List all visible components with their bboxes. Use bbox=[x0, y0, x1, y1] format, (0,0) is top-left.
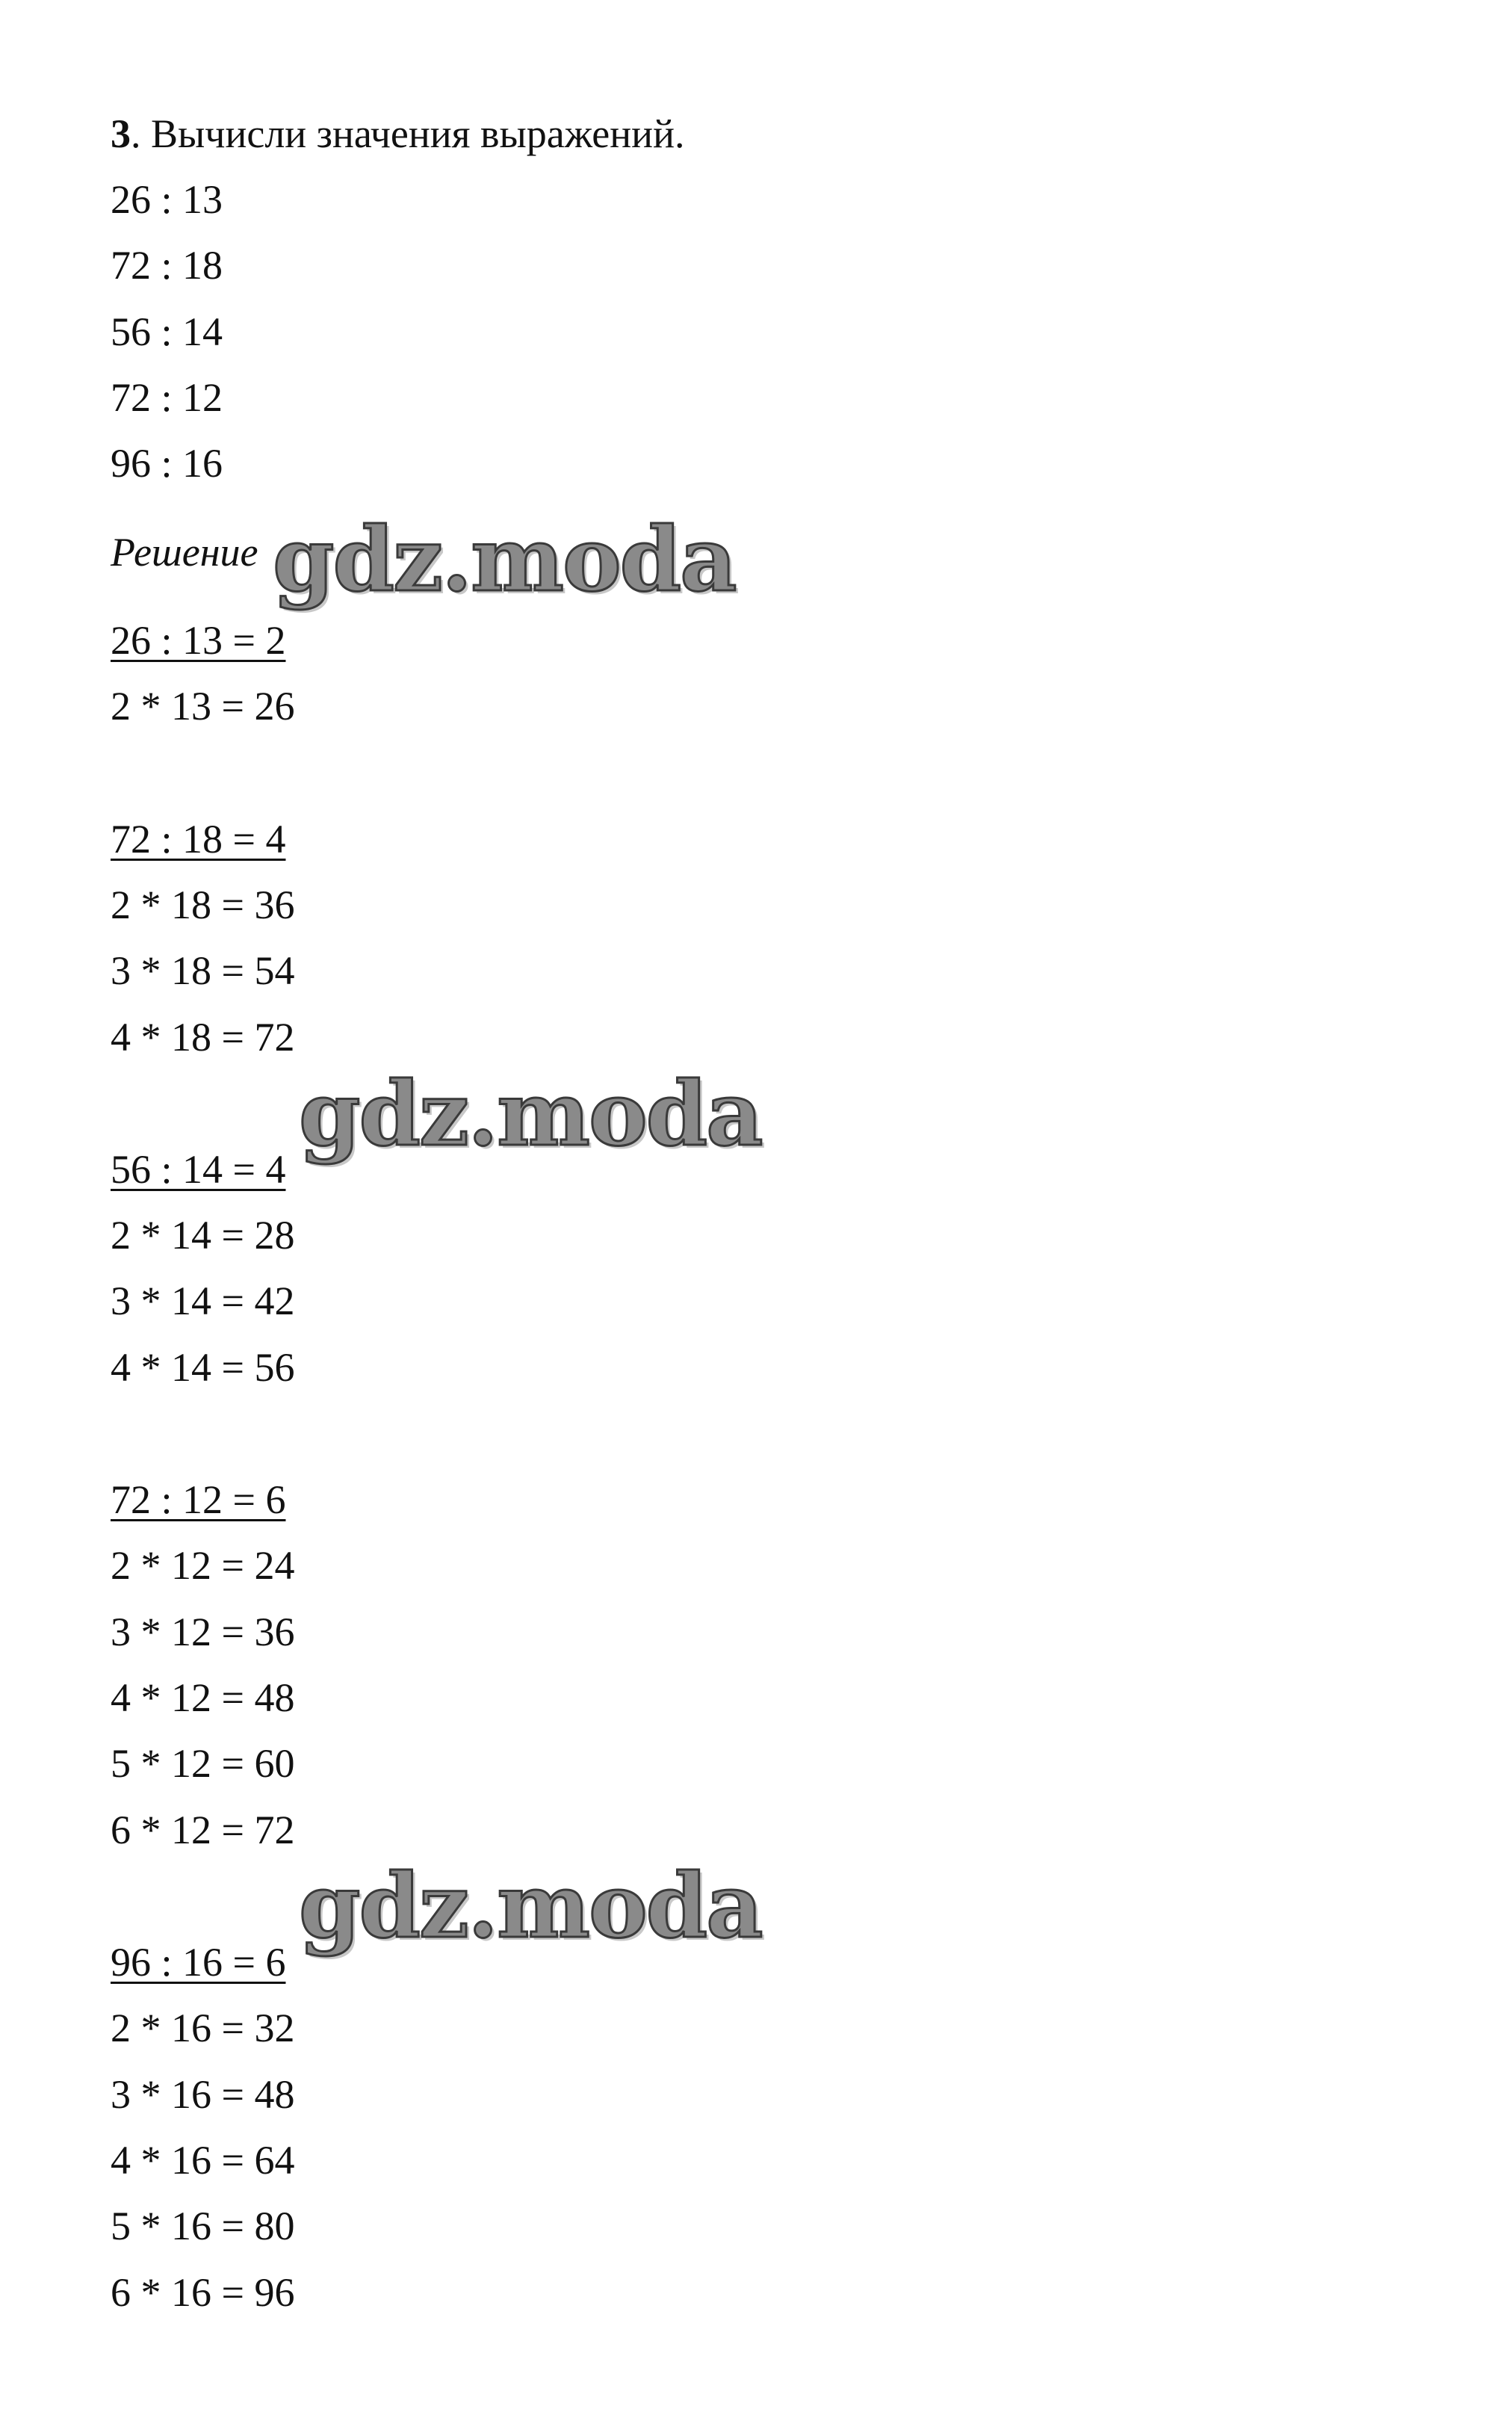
watermark-logo: gdz.moda bbox=[299, 1062, 762, 1166]
solution-result: 56 : 14 = 4 bbox=[111, 1147, 286, 1192]
expression: 26 : 13 bbox=[111, 177, 223, 222]
check-line: 5 * 12 = 60 bbox=[111, 1741, 295, 1786]
check-line: 6 * 12 = 72 bbox=[111, 1808, 295, 1852]
expression: 72 : 18 bbox=[111, 243, 223, 288]
check-line: 3 * 16 = 48 bbox=[111, 2072, 295, 2117]
watermark-logo: gdz.moda bbox=[273, 507, 736, 611]
solution-label: Решение bbox=[111, 530, 258, 575]
watermark-logo: gdz.moda bbox=[299, 1854, 762, 1958]
task-heading bbox=[111, 111, 685, 156]
check-line: 4 * 18 = 72 bbox=[111, 1015, 295, 1060]
check-line: 4 * 16 = 64 bbox=[111, 2138, 295, 2183]
expression: 96 : 16 bbox=[111, 441, 223, 486]
task-text: . Вычисли значения выражений. bbox=[131, 111, 685, 156]
check-line: 2 * 18 = 36 bbox=[111, 882, 295, 927]
solution-result: 72 : 12 = 6 bbox=[111, 1477, 286, 1522]
check-line: 3 * 18 = 54 bbox=[111, 948, 295, 993]
check-line: 6 * 16 = 96 bbox=[111, 2270, 295, 2315]
check-line: 2 * 14 = 28 bbox=[111, 1213, 295, 1258]
check-line: 2 * 13 = 26 bbox=[111, 684, 295, 729]
solution-result: 72 : 18 = 4 bbox=[111, 817, 286, 862]
solution-result: 26 : 13 = 2 bbox=[111, 618, 286, 663]
task-number: 3 bbox=[111, 111, 131, 156]
check-line: 4 * 12 = 48 bbox=[111, 1675, 295, 1720]
check-line: 3 * 12 = 36 bbox=[111, 1610, 295, 1654]
solution-result: 96 : 16 = 6 bbox=[111, 1940, 286, 1985]
check-line: 2 * 12 = 24 bbox=[111, 1543, 295, 1588]
check-line: 4 * 14 = 56 bbox=[111, 1345, 295, 1390]
expression: 56 : 14 bbox=[111, 309, 223, 354]
check-line: 3 * 14 = 42 bbox=[111, 1278, 295, 1323]
expression: 72 : 12 bbox=[111, 375, 223, 420]
check-line: 5 * 16 = 80 bbox=[111, 2204, 295, 2248]
check-line: 2 * 16 = 32 bbox=[111, 2006, 295, 2050]
